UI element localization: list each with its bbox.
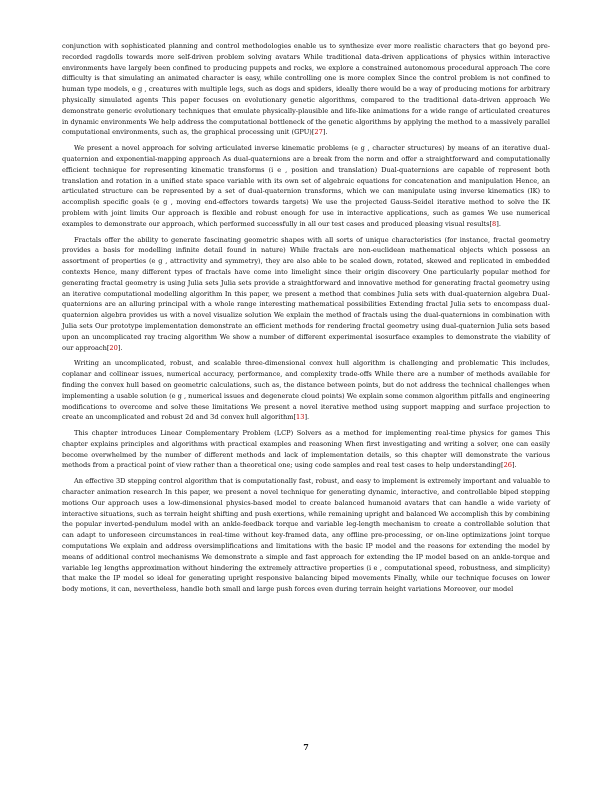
paragraph-text: Fractals offer the ability to generate fascinating geometric shapes with all sorts of unique characteristics (for instance, fractal geometry provides a basis for modelling infinite detail found in nature) While fractals are non-euclidean mathematical objects which possess an assortment of properties (e g , attractivity and symmetry), they are also able to be scaled down, rotated, skewed and replicated in embedded contexts Hence, many different types of fractals have come into limelight since their origin discovery One particularly popular method for generating fractal geometry is using Julia sets Julia sets provide a straightforward and innovative method for generating fractal geometry using an iterative computational modelling algorithm In this paper, we present a method that combines Julia sets with dual-quaternion algebra Dual-quaternions are an alluring principal with a whole range interesting mathematical possibilities Extending fractal Julia sets to encompass dual-quaternion algebra provides us with a novel visualize solution We explain the method of fractals using the dual-quaternions in combination with Julia sets Our prototype implementation demonstrate an efficient methods for rendering fractal geometry using dual-quaternion Julia sets based upon an uncomplicated ray tracing algorithm We show a number of different experimental isosurface examples to demonstrate the viability of our approach[ bbox=[62, 235, 550, 352]
citation-link[interactable]: 27 bbox=[314, 128, 323, 137]
paragraph-text: We present a novel approach for solving articulated inverse kinematic problems (e g , character structures) by means of an iterative dual-quaternion and exponential-mapping approach As dual-quaternions are a break from the norm and offer a straightforward and computationally efficient technique for representing kinematic transforms (i e , position and translation) Dual-quaternions are capable of represent both translation and rotation in a unified state space variable with its own set of algebraic equations for concatenation and manipulation Hence, an articulated structure can be represented by a set of dual-quaternion transforms, which we can manipulate using inverse kinematics (IK) to accomplish specific goals (e g , moving end-effectors towards targets) We use the projected Gauss-Seidel iterative method to solve the IK problem with joint limits Our approach is flexible and robust enough for use in interactive applications, such as games We use numerical examples to demonstrate our approach, which performed successfully in all our test cases and produced pleasing visual results[ bbox=[62, 144, 550, 228]
paragraph-text: This chapter introduces Linear Complementary Problem (LCP) Solvers as a method for implementing real-time physics for games This chapter explains principles and algorithms with practical examples and reasoning When first investigating and writing a solver, one can easily become overwhelmed by the number of different methods and lack of implementation details, so this chapter will demonstrate the various methods from a practical point of view rather than a theoretical one; using code samples and real test cases to help understanding[ bbox=[62, 429, 550, 470]
paragraph-end: ]. bbox=[304, 413, 310, 422]
paragraph-1 bbox=[62, 41, 550, 138]
paragraph-end: ]. bbox=[511, 461, 517, 470]
paragraph-4 bbox=[62, 358, 550, 423]
paragraph-text: An effective 3D stepping control algorithm that is computationally fast, robust, and easy to implement is extremely important and valuable to character animation research In this paper, we present a novel technique for generating dynamic, interactive, and controllable biped stepping motions Our approach uses a low-dimensional physics-based model to create balanced humanoid avatars that can handle a wide variety of interactive situations, such as terrain height shifting and push exertions, while remaining upright and balanced We accomplish this by combining the popular inverted-pendulum model with an ankle-feedback torque and variable leg-length mechanism to create a controllable solution that can adapt to unforeseen circumstances in real-time without key-framed data, any offline pre-processing, or on-line optimizations joint torque computations We explain and address oversimplifications and limitations with the basic IP model and the reasons for extending the model by means of additional control mechanisms We demonstrate a simple and fast approach for extending the IP model based on an ankle-torque and variable leg lengths approximation without hindering the extremely attractive properties (i e , computational speed, robustness, and simplicity) that make the IP model so ideal for generating upright responsive balancing biped movements Finally, while our technique focuses on lower body motions, it can, nevertheless, handle both small and large push forces even during terrain height variations Moreover, our model bbox=[62, 477, 550, 594]
paragraph-2 bbox=[62, 143, 550, 229]
citation-link[interactable]: 20 bbox=[109, 343, 118, 352]
paragraph-3 bbox=[62, 235, 550, 354]
citation-link[interactable]: 8 bbox=[492, 219, 497, 228]
paragraph-5 bbox=[62, 428, 550, 471]
paragraph-end: ]. bbox=[496, 219, 501, 228]
citation-link[interactable]: 13 bbox=[296, 413, 305, 422]
paragraph-text: conjunction with sophisticated planning and control methodologies enable us to synthesize ever more realistic characters that go beyond pre-recorded ragdolls towards more self-driven problem solving avatars While traditional data-driven applications of physics within interactive environments have largely been confined to producing puppets and rocks, we explore a constrained autonomous procedural approach The core difficulty is that simulating an animated character is easy, while controlling one is more complex Since the control problem is not confined to human type models, e g , creatures with multiple legs, such as dogs and spiders, ideally there would be a way of producing motions for arbitrary physically simulated agents This paper focuses on evolutionary genetic algorithms, compared to the traditional data-driven approach We demonstrate generic evolutionary techniques that emulate physically-plausible and life-like animations for a wide range of articulated creatures in dynamic environments We help address the computational bottleneck of the genetic algorithms by applying the method to a massively parallel computational environments, such as, the graphical processing unit (GPU)[ bbox=[62, 42, 550, 137]
paragraph-text: Writing an uncomplicated, robust, and scalable three-dimensional convex hull algorithm is challenging and problematic This includes, coplanar and collinear issues, numerical accuracy, performance, and complexity trade-offs While there are a number of methods available for finding the convex hull based on geometric calculations, such as, the distance between points, but do not address the technical challenges when implementing a usable solution (e g , numerical issues and degenerate cloud points) We explain some common algorithm pitfalls and engineering modifications to overcome and solve these limitations We present a novel iterative method using support mapping and surface projection to create an uncomplicated and robust 2d and 3d convex hull algorithm[ bbox=[62, 359, 550, 422]
paragraph-6 bbox=[62, 476, 550, 595]
paragraph-end: ]. bbox=[117, 343, 123, 352]
paragraph-end: ]. bbox=[322, 128, 328, 137]
page-number: 7 bbox=[303, 742, 309, 752]
citation-link[interactable]: 26 bbox=[503, 461, 512, 470]
